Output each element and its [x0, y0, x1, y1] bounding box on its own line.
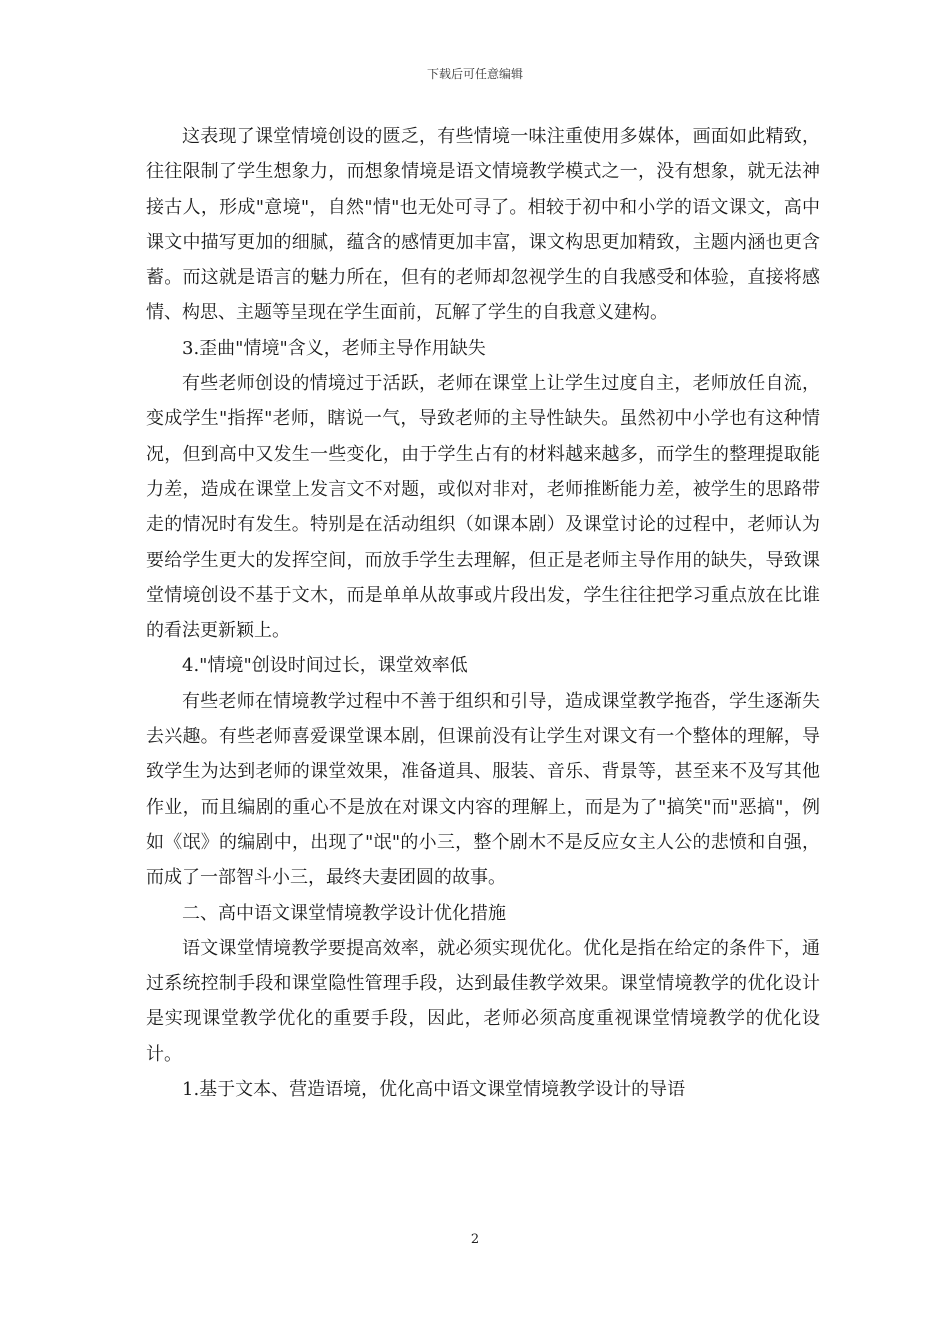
section-heading-3: 3.歪曲"情境"含义，老师主导作用缺失	[182, 337, 486, 359]
paragraph-context-lack: 这表现了课堂情境创设的匮乏，有些情境一味注重使用多媒体，画面如此精致，往往限制了学生想象力，而想象情境是语文情境教学模式之一，没有想象，就无法神接古人，形成"意境"，自然"情"也无处可寻了。相较于初中和小学的语文课文，高中课文中描写更加的细腻，蕴含的感情更加丰富，课文构思更加精致，主题内涵也更含蓄。而这就是语言的魅力所在，但有的老师却忽视学生的自我感受和体验，直接将感情、构思、主题等呈现在学生面前，瓦解了学生的自我意义建构。	[146, 126, 820, 324]
paragraph-time-efficiency: 有些老师在情境教学过程中不善于组织和引导，造成课堂教学拖沓，学生逐渐失去兴趣。有些老师喜爱课堂课本剧，但课前没有让学生对课文有一个整体的理解，导致学生为达到老师的课堂效果，准备道具、服装、音乐、背景等，甚至来不及写其他作业，而且编剧的重心不是放在对课文内容的理解上，而是为了"搞笑"而"恶搞"，例如《氓》的编剧中，出现了"氓"的小三，整个剧木不是反应女主人公的悲愤和自强，而成了一部智斗小三，最终夫妻团圆的故事。	[146, 690, 820, 889]
page-header: 下载后可任意编辑	[426, 67, 523, 81]
section-heading-4: 4."情境"创设时间过长，课堂效率低	[182, 655, 468, 677]
paragraph-optimization: 语文课堂情境教学要提高效率，就必须实现优化。优化是指在给定的条件下，通过系统控制手段和课堂隐性管理手段，达到最佳教学效果。课堂情境教学的优化设计是实现课堂教学优化的重要手段，因此，老师必须高度重视课堂情境教学的优化设计。	[146, 937, 820, 1065]
document-body	[146, 119, 820, 1107]
paragraph-teacher-role: 有些老师创设的情境过于活跃，老师在课堂上让学生过度自主，老师放任自流，变成学生"指挥"老师，瞎说一气，导致老师的主导性缺失。虽然初中小学也有这种情况，但到高中又发生一些变化，由于学生占有的材料越来越多，而学生的整理提取能力差，造成在课堂上发言文不对题，或似对非对，老师推断能力差，被学生的思路带走的情况时有发生。特别是在活动组织（如课本剧）及课堂讨论的过程中，老师认为要给学生更大的发挥空间，而放手学生去理解，但正是老师主导作用的缺失，导致课堂情境创设不基于文木，而是单单从故事或片段出发，学生往往把学习重点放在比谁的看法更新颖上。	[146, 373, 820, 642]
page-number: 2	[470, 1232, 480, 1247]
section-heading-two: 二、高中语文课堂情境教学设计优化措施	[182, 902, 506, 924]
section-heading-1: 1.基于文本、营造语境，优化高中语文课堂情境教学设计的导语	[182, 1079, 686, 1101]
